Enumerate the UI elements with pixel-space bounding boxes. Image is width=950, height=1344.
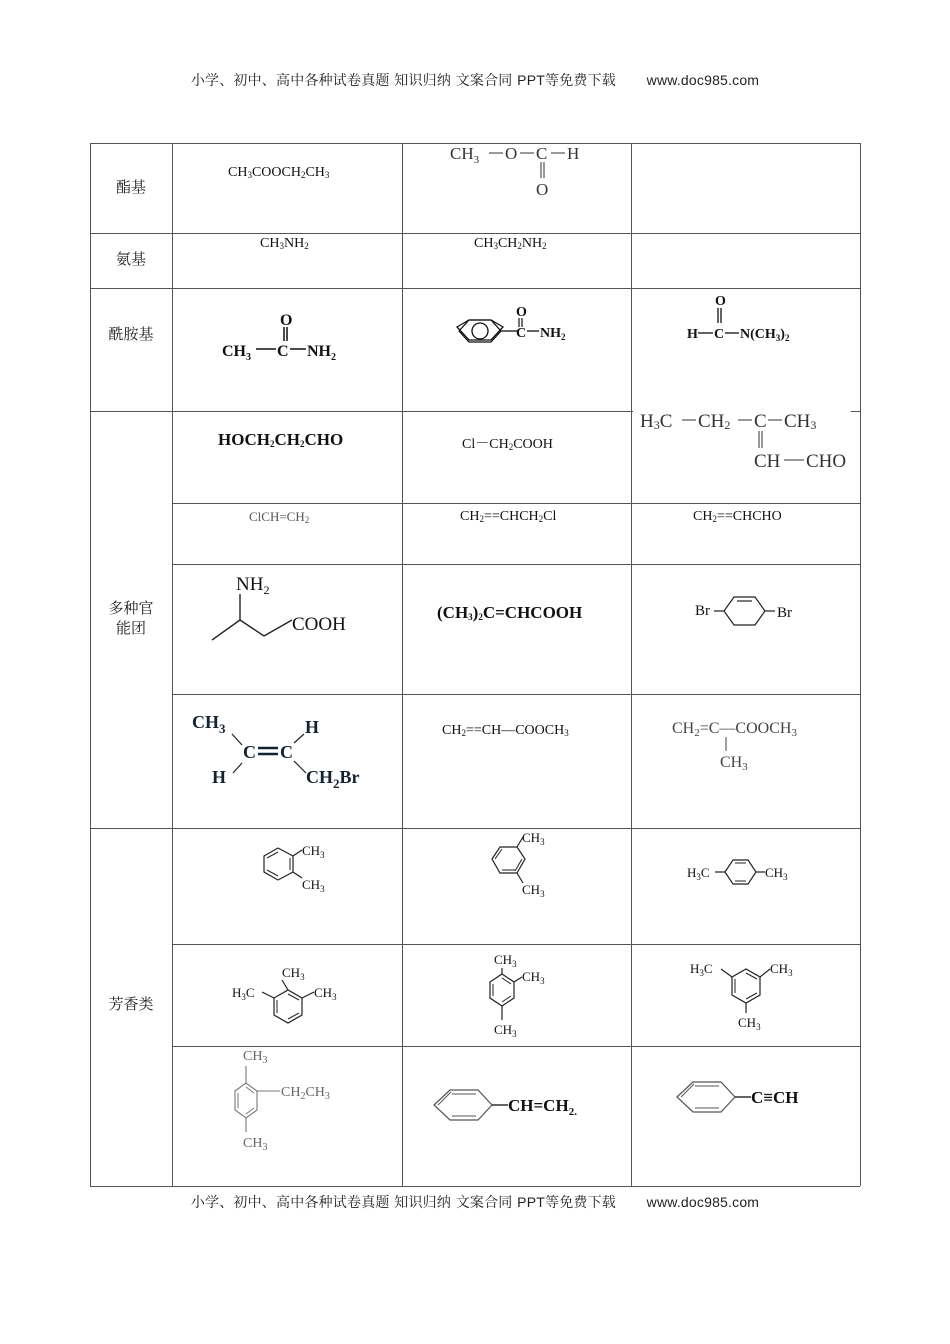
- formula-chloroacetic-acid: $Cl-CH_2COOH$: [462, 437, 553, 452]
- footer-text: 小学、初中、高中各种试卷真题 知识归纳 文案合同: [190, 1195, 513, 1211]
- svg-text:CH3: $CH_3$: [522, 969, 545, 986]
- formula-methyl-methacrylate: [670, 715, 840, 775]
- formula-dibromocyclohexene: [693, 591, 813, 641]
- row-divider: [172, 564, 860, 565]
- svg-text:CH3: $CH_3$: [243, 1049, 268, 1066]
- svg-text:CH3: $CH_3$: [494, 1022, 517, 1039]
- formula-benzamide: [445, 303, 585, 373]
- svg-text:CH3: $CH_3$: [522, 882, 545, 899]
- row-divider: [172, 694, 860, 695]
- col-divider: [402, 143, 403, 1186]
- svg-text:CH3: $CH_3$: [522, 830, 545, 847]
- svg-text:N(CH3)2: $N(CH_3)_2$: [740, 327, 790, 343]
- svg-text:CH3: $CH_3$: [770, 961, 793, 978]
- formula-1-bromo-2-butene: [190, 703, 390, 793]
- svg-text:CH3: $CH_3$: [302, 843, 325, 860]
- svg-text:CH3: CH3: [784, 411, 817, 432]
- formula-methyl-formate: [445, 143, 605, 203]
- formula-dimethylformamide: [685, 293, 825, 353]
- svg-text:CHO: CHO: [806, 451, 847, 472]
- svg-text:H: H: [305, 717, 320, 737]
- svg-text:C: C: [277, 343, 289, 360]
- formula-phenylacetylene: [673, 1073, 843, 1133]
- svg-text:H: H: [687, 327, 698, 342]
- header-ppt: PPT: [517, 72, 545, 88]
- col-divider: [631, 143, 632, 1186]
- col-divider: [172, 143, 173, 1186]
- svg-text:C≡CH: C≡CH: [751, 1088, 799, 1107]
- functional-groups-table: [90, 143, 860, 1186]
- row-divider: [90, 288, 860, 289]
- row-divider: [90, 233, 860, 234]
- svg-text:O: O: [505, 144, 518, 163]
- footer-ppt: PPT: [517, 1194, 545, 1210]
- header-text: 小学、初中、高中各种试卷真题 知识归纳 文案合同: [190, 73, 513, 89]
- formula-p-xylene: [685, 855, 825, 895]
- svg-text:CH3: $CH_3$: [282, 965, 305, 982]
- svg-text:CH: CH: [754, 451, 781, 472]
- header-text2: 等免费下载: [545, 73, 616, 89]
- svg-text:NH2: $NH_2$: [307, 343, 336, 363]
- formula-1-2-4-trimethylbenzene: [470, 948, 570, 1048]
- svg-text:NH2: $NH_2$: [540, 326, 566, 342]
- svg-text:CH3: $CH_3$: [494, 952, 517, 969]
- formula-ethylamine: $CH_3CH_2NH_2$: [474, 236, 547, 251]
- svg-text:CH2=C—COOCH3: CH2=C—COOCH3: [672, 720, 797, 739]
- svg-text:C: C: [536, 144, 548, 163]
- svg-text:CH=CH2.: $CH=CH_2$.: [508, 1096, 577, 1118]
- category-label-line1: 多种官: [108, 599, 154, 617]
- formula-acetamide: [220, 305, 360, 365]
- table-border-bottom: [90, 1186, 860, 1187]
- svg-text:CH3: $CH_3$: [765, 865, 788, 882]
- svg-text:CH3: CH3: [720, 754, 748, 773]
- svg-text:Br: Br: [777, 605, 792, 621]
- category-aromatic: 芳香类: [108, 995, 154, 1013]
- svg-text:C: C: [516, 326, 527, 341]
- svg-text:CH2CH3: $CH_2CH_3$: [281, 1085, 330, 1102]
- formula-3-aminobutanoic-acid: [208, 568, 388, 648]
- formula-allyl-chloride: $CH_2==CHCH_2Cl$: [460, 509, 557, 524]
- svg-text:C: C: [714, 327, 725, 342]
- formula-3-methyl-2-butenoic-acid: $(CH_3)_2C=CHCOOH$: [437, 603, 583, 622]
- row-divider: [172, 944, 860, 945]
- svg-text:O: O: [280, 312, 293, 329]
- formula-m-xylene: [480, 831, 580, 916]
- footer-text2: 等免费下载: [545, 1195, 616, 1211]
- svg-text:CH3: $CH_3$: [314, 985, 337, 1002]
- svg-text:O: O: [715, 294, 726, 309]
- formula-2-ethyl-1-4-dimethylbenzene: [225, 1046, 365, 1156]
- row-divider: [90, 828, 860, 829]
- formula-acrolein: $CH_2==CHCHO$: [693, 509, 782, 524]
- svg-text:Br: Br: [695, 603, 710, 619]
- svg-text:C: C: [754, 411, 767, 432]
- table-border-left: [90, 143, 91, 1186]
- formula-1-3-5-trimethylbenzene: [688, 955, 818, 1045]
- svg-text:CH3: $CH_3$: [450, 144, 480, 166]
- category-label-line2: 能团: [115, 619, 146, 637]
- svg-text:CH3: $CH_3$: [302, 877, 325, 894]
- svg-text:H: H: [567, 144, 580, 163]
- category-amino: 氨基: [115, 250, 146, 268]
- category-ester: 酯基: [115, 178, 146, 196]
- footer-url-link[interactable]: www.doc985.com: [646, 1194, 760, 1210]
- formula-styrene: [430, 1078, 630, 1138]
- formula-ethyl-acetate: $CH_3COOCH_2CH_3$: [228, 165, 330, 180]
- svg-text:NH2: $NH_2$: [236, 574, 270, 597]
- svg-text:CH2: CH2: [698, 411, 731, 432]
- formula-vinyl-chloride: $ClCH=CH_2$: [249, 509, 310, 525]
- svg-text:H: H: [212, 767, 227, 787]
- formula-1-2-3-trimethylbenzene: [230, 958, 370, 1038]
- svg-text:C: C: [280, 742, 293, 762]
- formula-3-hydroxypropanal: $HOCH_2CH_2CHO$: [218, 430, 344, 449]
- svg-text:O: O: [516, 305, 527, 320]
- svg-text:H3C: $H_3C$: [687, 865, 710, 882]
- svg-text:O: O: [536, 180, 549, 199]
- formula-2-methyl-2-butenal: [638, 405, 858, 475]
- header-url-link[interactable]: www.doc985.com: [646, 72, 760, 88]
- svg-text:C: C: [243, 742, 256, 762]
- table-border-right: [860, 143, 861, 1186]
- formula-methyl-acrylate: $CH_2==CH—COOCH_3$: [442, 723, 569, 738]
- svg-text:CH2Br: $CH_2Br$: [306, 767, 360, 791]
- row-divider: [172, 503, 860, 504]
- formula-methylamine: $CH_3NH_2$: [260, 236, 309, 251]
- svg-text:CH3: $CH_3$: [222, 343, 251, 363]
- category-multi-functional: [90, 598, 172, 638]
- page-footer: [0, 1192, 950, 1212]
- category-amide: 酰胺基: [108, 325, 154, 343]
- svg-text:H3C: H3C: [640, 411, 673, 432]
- svg-text:CH3: $CH_3$: [738, 1015, 761, 1032]
- svg-text:COOH: COOH: [292, 614, 346, 635]
- formula-o-xylene: [250, 838, 350, 908]
- page-header: [0, 70, 950, 90]
- svg-text:CH3: $CH_3$: [192, 712, 226, 736]
- svg-text:H3C: $H_3C$: [232, 985, 255, 1002]
- svg-text:H3C: $H_3C$: [690, 961, 713, 978]
- svg-text:CH3: $CH_3$: [243, 1136, 268, 1153]
